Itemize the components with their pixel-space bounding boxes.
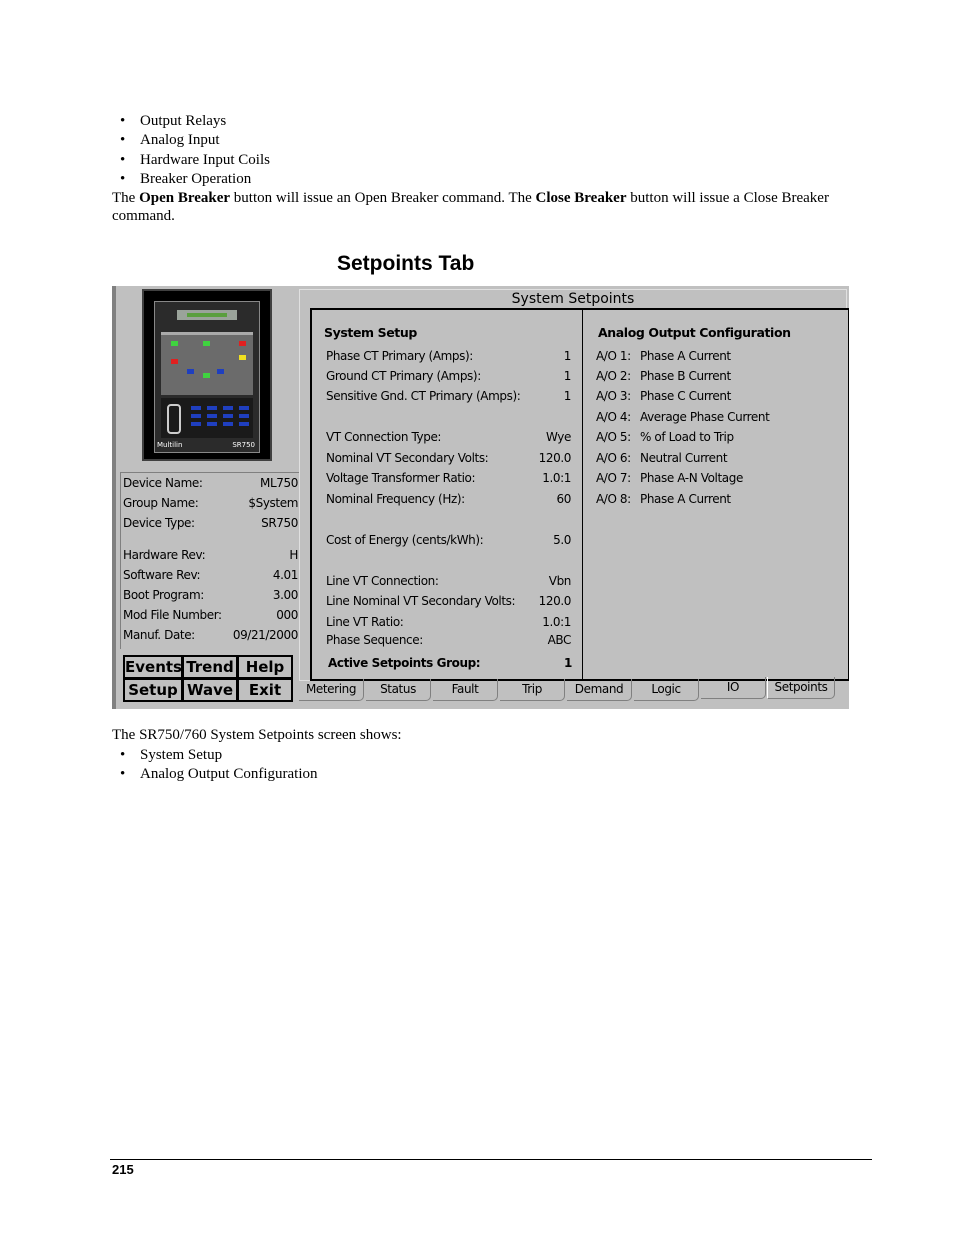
summary-bullet-list: [120, 746, 317, 785]
setpoint-label: Line VT Connection:: [326, 574, 439, 588]
section-heading: Setpoints Tab: [337, 252, 475, 275]
info-row: [123, 476, 298, 492]
ao-value[interactable]: Phase B Current: [640, 369, 731, 383]
setpoint-row: [326, 471, 571, 487]
setpoint-label: Voltage Transformer Ratio:: [326, 471, 476, 485]
device-key: [191, 422, 201, 426]
trend-button[interactable]: Trend: [182, 655, 238, 679]
footer-rule: [110, 1159, 872, 1160]
info-label: Group Name:: [123, 496, 199, 510]
setpoint-label: Phase Sequence:: [326, 633, 423, 647]
setpoint-label: Cost of Energy (cents/kWh):: [326, 533, 484, 547]
ao-label: A/O 2:: [596, 369, 631, 383]
tab-metering[interactable]: Metering: [299, 679, 364, 701]
device-model: SR750: [232, 441, 255, 449]
analog-output-row: [596, 410, 826, 426]
page-number: 215: [112, 1162, 134, 1177]
setpoint-value[interactable]: 5.0: [553, 533, 571, 547]
led-indicator: [203, 373, 210, 378]
ao-label: A/O 5:: [596, 430, 631, 444]
device-face: [154, 301, 260, 453]
setpoint-value[interactable]: 60: [556, 492, 571, 506]
info-value: 4.01: [272, 568, 298, 582]
wave-button[interactable]: Wave: [182, 678, 238, 702]
info-label: Device Type:: [123, 516, 195, 530]
setpoint-row: [326, 574, 571, 590]
tab-logic[interactable]: Logic: [634, 679, 699, 701]
device-info-panel: [120, 472, 299, 649]
paragraph-text: button will issue a Close Breaker command.: [112, 190, 829, 224]
setpoint-value[interactable]: 1: [563, 349, 571, 363]
info-row: [123, 588, 298, 604]
device-key: [207, 406, 217, 410]
paragraph-text: button will issue an Open Breaker command. The: [230, 190, 536, 206]
ao-label: A/O 1:: [596, 349, 631, 363]
device-keypad: [161, 398, 253, 438]
device-display: [177, 310, 237, 320]
device-key: [239, 414, 249, 418]
list-item: • Analog Input: [120, 131, 270, 150]
ao-value[interactable]: Neutral Current: [640, 451, 728, 465]
ao-label: A/O 6:: [596, 451, 631, 465]
setpoint-row: [326, 615, 571, 631]
analog-output-row: [596, 471, 826, 487]
device-port: [167, 404, 181, 434]
info-value: $System: [248, 496, 298, 510]
ao-value[interactable]: % of Load to Trip: [640, 430, 734, 444]
setpoint-value[interactable]: Vbn: [548, 574, 571, 588]
setpoint-row: [326, 369, 571, 385]
list-item: • Analog Output Configuration: [120, 765, 317, 784]
setpoint-row: [326, 451, 571, 467]
info-label: Manuf. Date:: [123, 628, 195, 642]
setpoint-value[interactable]: ABC: [547, 633, 571, 647]
info-value: 000: [276, 608, 298, 622]
device-brand-strip: [157, 441, 257, 450]
info-value: ML750: [260, 476, 298, 490]
setpoint-label: Phase CT Primary (Amps):: [326, 349, 473, 363]
setpoints-frame: [310, 308, 849, 681]
active-group-row: [328, 656, 572, 672]
tab-status[interactable]: Status: [366, 679, 431, 701]
info-row: [123, 496, 298, 512]
device-key: [191, 414, 201, 418]
device-key: [207, 422, 217, 426]
summary-text: The SR750/760 System Setpoints screen shows:: [112, 727, 402, 743]
info-value: 3.00: [272, 588, 298, 602]
setpoint-value[interactable]: 1: [563, 369, 571, 383]
setpoint-row: [326, 430, 571, 446]
led-indicator: [171, 359, 178, 364]
setpoint-value[interactable]: 1.0:1: [542, 471, 571, 485]
ao-label: A/O 8:: [596, 492, 631, 506]
setpoint-value[interactable]: Wye: [546, 430, 571, 444]
led-indicator: [239, 341, 246, 346]
tab-setpoints[interactable]: Setpoints: [767, 677, 835, 699]
setpoint-row: [326, 533, 571, 549]
setpoint-label: Line Nominal VT Secondary Volts:: [326, 594, 516, 608]
system-setup-title: System Setup: [324, 325, 417, 340]
analog-output-title: Analog Output Configuration: [598, 325, 791, 340]
ao-value[interactable]: Average Phase Current: [640, 410, 770, 424]
device-key: [239, 406, 249, 410]
tab-demand[interactable]: Demand: [567, 679, 632, 701]
info-row: [123, 568, 298, 584]
tab-trip[interactable]: Trip: [500, 679, 565, 701]
analog-output-row: [596, 451, 826, 467]
device-key: [223, 422, 233, 426]
analog-output-row: [596, 369, 826, 385]
info-label: Boot Program:: [123, 588, 204, 602]
relay-device-image: [142, 289, 272, 461]
analog-output-row: [596, 349, 826, 365]
device-brand: Multilin: [157, 441, 183, 449]
ao-value[interactable]: Phase A-N Voltage: [640, 471, 743, 485]
led-indicator: [203, 341, 210, 346]
paragraph-text: The: [112, 190, 140, 206]
device-key: [223, 406, 233, 410]
setpoint-row: [326, 389, 571, 405]
intro-bullet-list: [120, 112, 270, 189]
led-indicator: [171, 341, 178, 346]
ao-label: A/O 3:: [596, 389, 631, 403]
info-value: 09/21/2000: [232, 628, 298, 642]
info-label: Hardware Rev:: [123, 548, 206, 562]
info-label: Software Rev:: [123, 568, 201, 582]
analog-output-row: [596, 492, 826, 508]
list-item: • System Setup: [120, 746, 317, 765]
ao-value[interactable]: Phase C Current: [640, 389, 731, 403]
info-value: SR750: [261, 516, 298, 530]
info-value: H: [289, 548, 298, 562]
setpoint-label: VT Connection Type:: [326, 430, 442, 444]
ao-label: A/O 4:: [596, 410, 631, 424]
setpoint-row: [326, 492, 571, 508]
setpoint-value[interactable]: 1: [563, 389, 571, 403]
led-panel: [161, 332, 253, 395]
breaker-paragraph: [112, 189, 862, 225]
tab-fault[interactable]: Fault: [433, 679, 498, 701]
setup-button[interactable]: Setup: [123, 678, 183, 702]
list-item: • Breaker Operation: [120, 170, 270, 189]
setpoint-value[interactable]: 120.0: [538, 594, 571, 608]
setpoint-value[interactable]: 1.0:1: [542, 615, 571, 629]
device-key: [191, 406, 201, 410]
setpoint-row: [326, 594, 571, 610]
setpoint-label: Sensitive Gnd. CT Primary (Amps):: [326, 389, 521, 403]
list-item: • Output Relays: [120, 112, 270, 131]
setpoint-label: Nominal Frequency (Hz):: [326, 492, 465, 506]
led-indicator: [239, 355, 246, 360]
window-edge: [112, 286, 116, 709]
events-button[interactable]: Events: [123, 655, 183, 679]
exit-button[interactable]: Exit: [237, 678, 293, 702]
device-key: [223, 414, 233, 418]
device-key: [207, 414, 217, 418]
info-label: Mod File Number:: [123, 608, 222, 622]
tab-io[interactable]: IO: [701, 677, 766, 699]
ao-value[interactable]: Phase A Current: [640, 349, 731, 363]
info-label: Device Name:: [123, 476, 203, 490]
led-indicator: [187, 369, 194, 374]
ao-label: A/O 7:: [596, 471, 631, 485]
analog-output-row: [596, 389, 826, 405]
setpoint-row: [326, 633, 571, 649]
panel-title: System Setpoints: [511, 291, 635, 307]
info-row: [123, 548, 298, 564]
close-breaker-term: Close Breaker: [535, 190, 627, 206]
active-group-label: Active Setpoints Group:: [328, 656, 481, 670]
info-row: [123, 608, 298, 624]
led-indicator: [217, 369, 224, 374]
system-setpoints-panel: [299, 289, 847, 681]
setpoint-row: [326, 349, 571, 365]
setpoints-screenshot: [112, 286, 849, 709]
setpoint-value[interactable]: 120.0: [538, 451, 571, 465]
tab-bar: [299, 679, 845, 703]
list-item: • Hardware Input Coils: [120, 151, 270, 170]
device-key: [239, 422, 249, 426]
column-divider: [582, 310, 583, 679]
active-group-value[interactable]: 1: [564, 656, 572, 670]
setpoint-label: Ground CT Primary (Amps):: [326, 369, 481, 383]
info-row: [123, 516, 298, 532]
setpoint-label: Nominal VT Secondary Volts:: [326, 451, 489, 465]
info-row: [123, 628, 298, 644]
setpoint-label: Line VT Ratio:: [326, 615, 404, 629]
help-button[interactable]: Help: [237, 655, 293, 679]
ao-value[interactable]: Phase A Current: [640, 492, 731, 506]
analog-output-row: [596, 430, 826, 446]
open-breaker-term: Open Breaker: [139, 190, 231, 206]
